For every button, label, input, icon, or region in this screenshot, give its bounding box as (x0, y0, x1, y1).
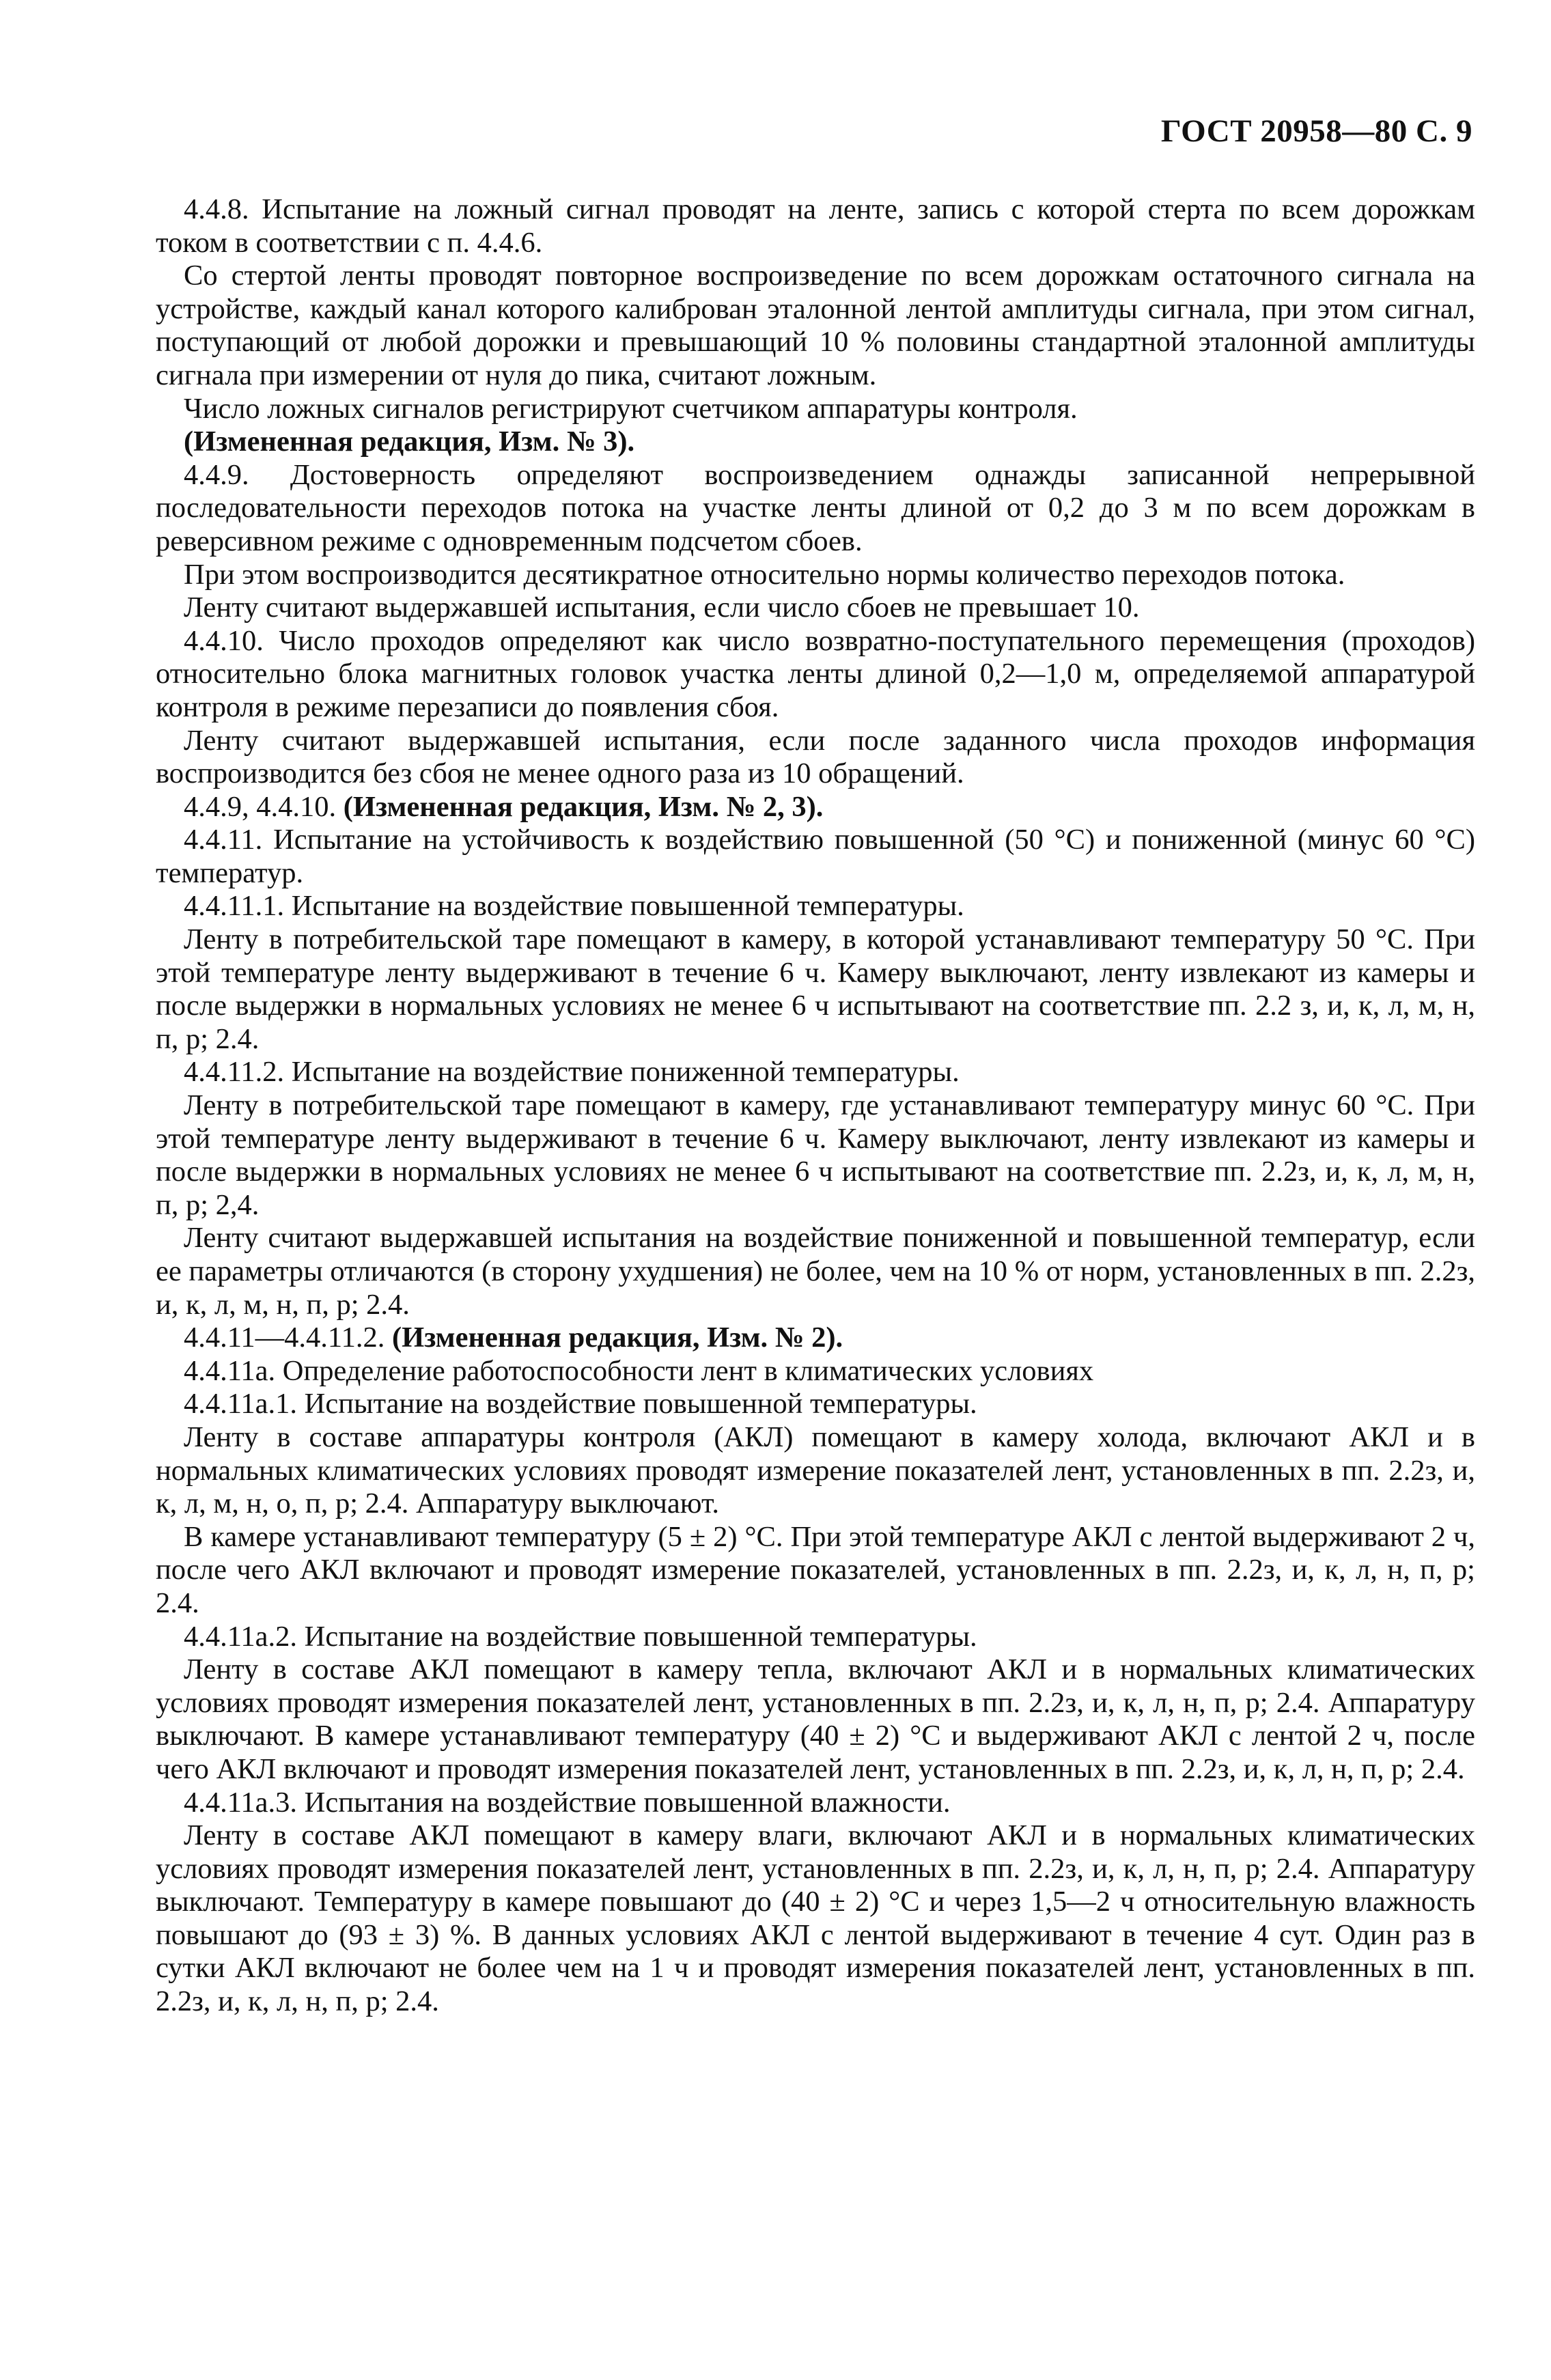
paragraph-4-4-11a: 4.4.11а. Определение работоспособности лент в климатических условиях (184, 1354, 1094, 1387)
paragraph-low-temp-procedure: Ленту в потребительской таре помещают в камеру, где устанавливают температуру минус 60 °С. При этой температуре ленту выдерживают в течение 6 ч. Камеру выключают, ленту извлекают из камеры и после выдержки в нормальных условиях не менее 6 ч испытывают на соответствие пп. 2.2з, и, к, л, м, н, п, р; 2,4. (156, 1089, 1475, 1221)
paragraph-humidity-chamber: Ленту в составе АКЛ помещают в камеру влаги, включают АКЛ и в нормальных климатических условиях проводят измерения показателей лент, установленных в пп. 2.2з, и, к, л, н, п, р; 2.4. Аппаратуру выключают. Температуру в камере повышают до (40 ± 2) °С и через 1,5—2 ч относительную влажность повышают до (93 ± 3) %. В данных условиях АКЛ с лентой выдерживают в течение 4 сут. Один раз в сутки АКЛ включают не более чем на 1 ч и проводят измерения показателей лент, установленных в пп. 2.2з, и, к, л, н, п, р; 2.4. (156, 1819, 1475, 2018)
paragraph-4-4-11-1: 4.4.11.1. Испытание на воздействие повышенной температуры. (184, 890, 964, 923)
document-body (156, 193, 1475, 2019)
paragraph-4-4-9: 4.4.9. Достоверность определяют воспроизведением однажды записанной непрерывной последовательности переходов потока на участке ленты длиной от 0,2 до 3 м по всем дорожкам в реверсивном режиме с одновременным подсчетом сбоев. (156, 458, 1475, 557)
paragraph-temp-result: Ленту считают выдержавшей испытания на воздействие пониженной и повышенной температур, если ее параметры отличаются (в сторону ухудшения) не более, чем на 10 % от норм, установленных в пп. 2.2з, и, к, л, м, н, п, р; 2.4. (156, 1222, 1475, 1321)
paragraph-high-temp-procedure: Ленту в потребительской таре помещают в камеру, в которой устанавливают температуру 50 °С. При этой температуре ленту выдерживают в течение 6 ч. Камеру выключают, ленту извлекают из камеры и после выдержки в нормальных условиях не менее 6 ч испытывают на соответствие пп. 2.2 з, и, к, л, м, н, п, р; 2.4. (156, 923, 1475, 1055)
paragraph-heat-chamber: Ленту в составе АКЛ помещают в камеру тепла, включают АКЛ и в нормальных климатических условиях проводят измерения показателей лент, установленных в пп. 2.2з, и, к, л, н, п, р; 2.4. Аппаратуру выключают. В камере устанавливают температуру (40 ± 2) °С и выдерживают АКЛ с лентой 2 ч, после чего АКЛ включают и проводят измерения показателей лент, установленных в пп. 2.2з, и, к, л, н, п, р; 2.4. (156, 1653, 1475, 1785)
paragraph-4-4-11a-2: 4.4.11а.2. Испытание на воздействие повышенной температуры. (184, 1620, 977, 1653)
paragraph-4-4-11a-1: 4.4.11а.1. Испытание на воздействие повышенной температуры. (184, 1388, 977, 1420)
paragraph-4-4-10: 4.4.10. Число проходов определяют как число возвратно-поступательного перемещения (проходов) относительно блока магнитных головок участка ленты длиной 0,2—1,0 м, определяемой аппаратурой контроля в режиме перезаписи до появления сбоя. (156, 624, 1475, 723)
paragraph-tenfold: При этом воспроизводится десятикратное относительно нормы количество переходов потока. (184, 558, 1345, 591)
paragraph-4-4-8: 4.4.8. Испытание на ложный сигнал проводят на ленте, запись с которой стерта по всем дорожкам током в соответствии с п. 4.4.6. (156, 193, 1475, 259)
page-header: ГОСТ 20958—80 С. 9 (1160, 113, 1472, 149)
paragraph-4-4-11: 4.4.11. Испытание на устойчивость к воздействию повышенной (50 °С) и пониженной (минус 60 °С) температур. (156, 824, 1475, 889)
paragraph-failures-limit: Ленту считают выдержавшей испытания, если число сбоев не превышает 10. (184, 591, 1140, 624)
paragraph-cold-temp-hold: В камере устанавливают температуру (5 ± 2) °С. При этой температуре АКЛ с лентой выдерживают 2 ч, после чего АКЛ включают и проводят измерение показателей, установленных в пп. 2.2з, и, к, л, н, п, р; 2.4. (156, 1520, 1475, 1619)
paragraph-false-signal-count: Число ложных сигналов регистрируют счетчиком аппаратуры контроля. (184, 392, 1078, 425)
amendment-ref: 4.4.9, 4.4.10. (184, 790, 344, 823)
paragraph-4-4-11-2: 4.4.11.2. Испытание на воздействие пониженной температуры. (184, 1056, 960, 1089)
amendment-label: (Измененная редакция, Изм. № 2). (391, 1321, 843, 1354)
amendment-note-3: (Измененная редакция, Изм. № 3). (184, 425, 635, 458)
amendment-label: (Измененная редакция, Изм. № 2, 3). (343, 790, 824, 823)
paragraph-passes-result: Ленту считают выдержавшей испытания, если после заданного числа проходов информация воспроизводится без сбоя не менее одного раза из 10 обращений. (156, 724, 1475, 790)
paragraph-4-4-11a-3: 4.4.11а.3. Испытания на воздействие повышенной влажности. (184, 1786, 951, 1819)
amendment-note-2 (156, 1321, 1475, 1355)
paragraph-cold-chamber: Ленту в составе аппаратуры контроля (АКЛ) помещают в камеру холода, включают АКЛ и в нормальных климатических условиях проводят измерение показателей лент, установленных в пп. 2.2з, и, к, л, м, н, о, п, р; 2.4. Аппаратуру выключают. (156, 1420, 1475, 1520)
paragraph-erased-tape: Со стертой ленты проводят повторное воспроизведение по всем дорожкам остаточного сигнала на устройстве, каждый канал которого калиброван эталонной лентой амплитуды сигнала, при этом сигнал, поступающий от любой дорожки и превышающий 10 % половины стандартной эталонной амплитуды сигнала при измерении от нуля до пика, считают ложным. (156, 260, 1475, 391)
amendment-ref: 4.4.11—4.4.11.2. (184, 1321, 392, 1354)
amendment-note-2-3 (156, 791, 1475, 824)
